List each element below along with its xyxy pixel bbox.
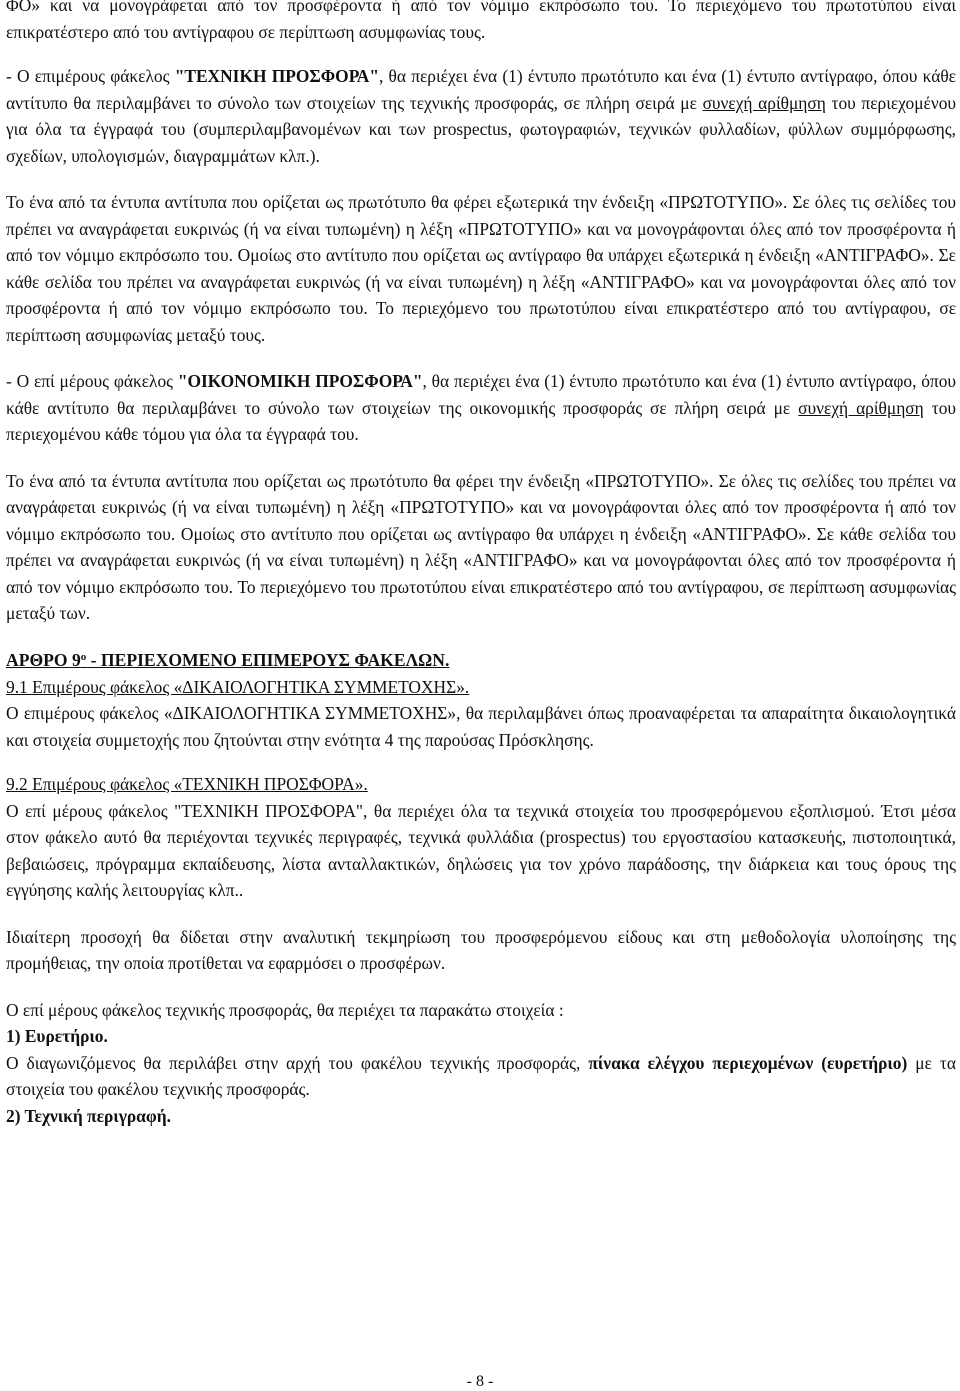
item-title: 1) Ευρετήριο. xyxy=(6,1026,108,1046)
text-run: Ο διαγωνιζόμενος θα περιλάβει στην αρχή του φακέλου τεχνικής προσφοράς, xyxy=(6,1052,589,1073)
paragraph-attention xyxy=(6,924,956,977)
bold-phrase: πίνακα ελέγχου περιεχομένων (ευρετήριο) xyxy=(588,1052,908,1073)
item-title: 2) Τεχνική περιγραφή. xyxy=(6,1105,171,1126)
paragraph-text: Ο επί μέρους φάκελος τεχνικής προσφοράς, θα περιέχει τα παρακάτω στοιχεία : xyxy=(6,999,564,1020)
text-run: - Ο επί μέρους φάκελος xyxy=(6,371,178,391)
text-run: του περιεχομένου κάθε τόμου για όλα τα έγγραφά του. xyxy=(6,397,956,444)
paragraph-technical-offer xyxy=(6,63,956,169)
heading-text: ΑΡΘΡΟ 9 xyxy=(6,649,81,670)
text-run: του περιεχομένου για όλα τα έγγραφά του (συμπεριλαμβανομένων και των prospectus, φωτογραφιών, τεχνικών φυλλαδίων, φύλλων συμμόρφωσης, σχεδίων, υπολογισμών, διαγραμμάτων κλπ.). xyxy=(6,92,957,166)
item-2-title xyxy=(6,1103,956,1130)
paragraph-text: Το ένα από τα έντυπα αντίτυπα που ορίζεται ως πρωτότυπο θα φέρει εξωτερικά την ένδειξη «ΠΡΩΤΟΤΥΠΟ». Σε όλες τις σελίδες του πρέπει να αναγράφεται ευκρινώς (ή να είναι τυπωμένη) η λέξη «ΠΡΩΤΟΤΥΠΟ» και να μονογράφονται όλες από τον προσφέροντα ή από τον νόμιμο εκπρόσωπο του. Ομοίως στο αντίτυπο που ορίζεται ως αντίγραφο θα υπάρχει εξωτερικά η ένδειξη «ΑΝΤΙΓΡΑΦΟ». Σε κάθε σελίδα του πρέπει να αναγράφεται ευκρινώς (ή να είναι τυπωμένη) η λέξη «ΑΝΤΙΓΡΑΦΟ» και να μονογράφονται όλες από τον προσφέροντα ή από τον νόμιμο εκπρόσωπο του. Το περιεχόμενο του πρωτοτύπου είναι επικρατέστερο από του αντίγραφου, σε περίπτωση ασυμφωνίας μεταξύ τους. xyxy=(6,192,956,345)
item-1-text xyxy=(6,1050,956,1103)
text-run: , θα περιέχει ένα (1) έντυπο πρωτότυπο και ένα (1) έντυπο αντίγραφο, όπου κάθε αντίτυπο θα περιλαμβάνει το σύνολο των στοιχείων της οικονομικής προσφοράς σε πλήρη σειρά με xyxy=(6,371,957,418)
section-9-1-title xyxy=(6,674,956,701)
paragraph-text: Το ένα από τα έντυπα αντίτυπα που ορίζεται ως πρωτότυπο θα φέρει την ένδειξη «ΠΡΩΤΟΤΥΠΟ». Σε όλες τις σελίδες του πρέπει να αναγράφεται ευκρινώς (ή να είναι τυπωμένη) η λέξη «ΠΡΩΤΟΤΥΠΟ» και να μονογράφονται όλες από τον προσφέροντα ή από τον νόμιμο εκπρόσωπο του. Ομοίως στο αντίτυπο που ορίζεται ως αντίγραφο θα υπάρχει η ένδειξη «ΑΝΤΙΓΡΑΦΟ». Σε κάθε σελίδα του πρέπει να αναγράφεται ευκρινώς (ή να είναι τυπωμένη) η λέξη «ΑΝΤΙΓΡΑΦΟ» και να μονογράφονται όλες από τον προσφέροντα ή από τον νόμιμο εκπρόσωπο του. Το περιεχόμενο του πρωτοτύπου είναι επικρατέστερο από του αντίγραφου, σε περίπτωση ασυμφωνίας μεταξύ των. xyxy=(6,470,956,623)
underlined-phrase: συνεχή αρίθμηση xyxy=(798,397,924,418)
page-number: - 8 - xyxy=(466,1373,494,1390)
paragraph-original-copy xyxy=(6,189,956,348)
section-9-2-text xyxy=(6,798,956,904)
bold-folder-name: "ΤΕΧΝΙΚΗ ΠΡΟΣΦΟΡΑ" xyxy=(174,66,379,86)
document-page xyxy=(6,0,956,1129)
article-heading xyxy=(6,647,956,674)
paragraph-contents-intro xyxy=(6,997,956,1024)
paragraph-text: Ιδιαίτερη προσοχή θα δίδεται στην αναλυτική τεκμηρίωση του προσφερόμενου είδους και στη μεθοδολογία υλοποίησης της προμήθειας, την οποία προτίθεται να εφαρμόσει ο προσφέρων. xyxy=(6,926,956,973)
paragraph-text: ΦΟ» και να μονογράφεται από τον προσφέροντα ή από τον νόμιμο εκπρόσωπο του. Το περιεχόμενο του πρωτοτύπου είναι επικρατέστερο από του αντίγραφου σε περίπτωση ασυμφωνίας τους. xyxy=(6,0,956,42)
text-run: , θα περιέχει ένα (1) έντυπο πρωτότυπο και ένα (1) έντυπο αντίγραφο, όπου κάθε αντίτυπο θα περιλαμβάνει το σύνολο των στοιχείων της τεχνικής προσφοράς, σε πλήρη σειρά με xyxy=(6,66,956,113)
item-1-title xyxy=(6,1023,956,1050)
section-9-1-text xyxy=(6,700,956,753)
underlined-phrase: συνεχή αρίθμηση xyxy=(702,92,826,113)
section-title: 9.2 Επιμέρους φάκελος «ΤΕΧΝΙΚΗ ΠΡΟΣΦΟΡΑ». xyxy=(6,774,368,794)
paragraph-text: Ο επιμέρους φάκελος «ΔΙΚΑΙΟΛΟΓΗΤΙΚΑ ΣΥΜΜΕΤΟΧΗΣ», θα περιλαμβάνει όπως προαναφέρεται τα απαραίτητα δικαιολογητικά και στοιχεία συμμετοχής που ζητούνται στην ενότητα 4 της παρούσας Πρόσκλησης. xyxy=(6,703,956,750)
text-run: - Ο επιμέρους φάκελος xyxy=(6,66,175,86)
heading-superscript: ο xyxy=(80,650,87,663)
paragraph-continuation xyxy=(6,0,956,45)
text-run: με τα στοιχεία του φακέλου τεχνικής προσφοράς. xyxy=(6,1052,957,1099)
heading-text: - ΠΕΡΙΕΧΟΜΕΝΟ ΕΠΙΜΕΡΟΥΣ ΦΑΚΕΛΩΝ. xyxy=(86,649,450,670)
paragraph-financial-original-copy xyxy=(6,468,956,627)
paragraph-financial-offer xyxy=(6,368,956,448)
bold-folder-name: "ΟΙΚΟΝΟΜΙΚΗ ΠΡΟΣΦΟΡΑ" xyxy=(177,371,423,391)
section-title: 9.1 Επιμέρους φάκελος «ΔΙΚΑΙΟΛΟΓΗΤΙΚΑ ΣΥΜΜΕΤΟΧΗΣ». xyxy=(6,676,470,697)
paragraph-text: Ο επί μέρους φάκελος "ΤΕΧΝΙΚΗ ΠΡΟΣΦΟΡΑ", θα περιέχει όλα τα τεχνικά στοιχεία του προσφερόμενου εξοπλισμού. Έτσι μέσα στον φάκελο αυτό θα περιέχονται τεχνικές περιγραφές, τεχνικά φυλλάδια (prospectus) του εργοστασίου κατασκευής, πιστοποιητικά, βεβαιώσεις, πρόγραμμα εκπαίδευσης, λίστα ανταλλακτικών, δηλώσεις για τον χρόνο παράδοσης, την διάρκεια και τους όρους της εγγύησης καλής λειτουργίας κλπ.. xyxy=(6,800,956,900)
section-9-2-title xyxy=(6,771,956,798)
